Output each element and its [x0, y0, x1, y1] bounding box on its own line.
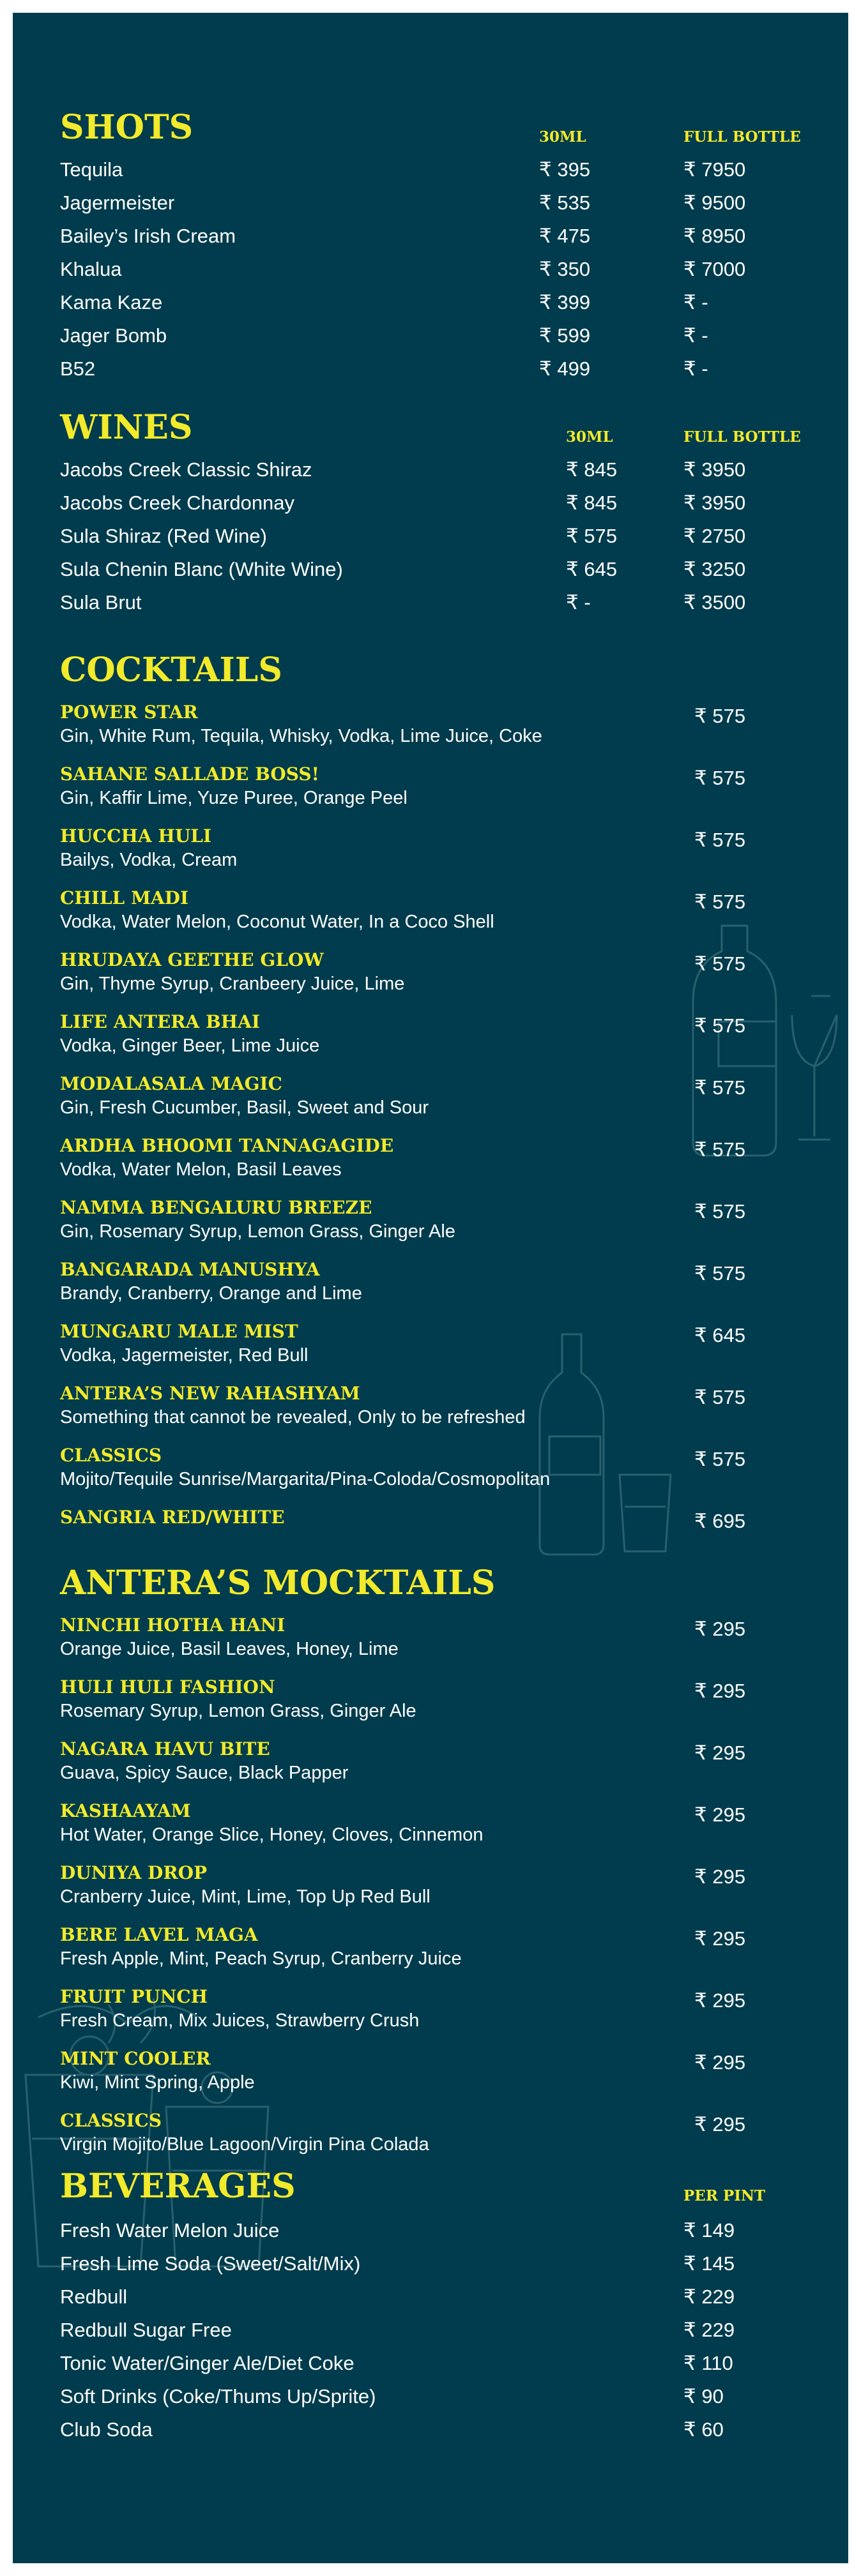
item-description: Gin, Fresh Cucumber, Basil, Sweet and Sour [60, 1097, 429, 1118]
price-full-bottle: ₹ 3500 [683, 591, 746, 614]
price-30ml: ₹ 575 [566, 525, 618, 547]
mocktail-item [60, 1676, 827, 1733]
item-name: Khalua [60, 258, 122, 280]
shots-row [60, 323, 827, 356]
price-30ml: ₹ 845 [566, 458, 618, 481]
cocktail-item [60, 1320, 827, 1378]
mocktail-item [60, 2109, 827, 2167]
mocktail-item [60, 1985, 827, 2043]
item-price: ₹ 575 [694, 1448, 746, 1470]
item-name: Fresh Water Melon Juice [60, 2219, 280, 2241]
item-price: ₹ 110 [683, 2352, 733, 2374]
item-name: Sula Brut [60, 591, 142, 614]
wines-row [60, 557, 827, 590]
item-description: Gin, Thyme Syrup, Cranbeery Juice, Lime [60, 974, 405, 994]
item-price: ₹ 229 [683, 2319, 735, 2341]
wines-row [60, 523, 827, 557]
price-full-bottle: ₹ 3950 [683, 492, 746, 514]
price-full-bottle: ₹ 8950 [683, 225, 746, 247]
item-price: ₹ 149 [683, 2219, 735, 2241]
item-name: NAMMA BENGALURU BREEZE [60, 1197, 372, 1218]
cocktail-item [60, 1196, 827, 1254]
cocktails-title: COCKTAILS [60, 651, 282, 689]
price-full-bottle: ₹ - [683, 358, 708, 380]
item-description: Kiwi, Mint Spring, Apple [60, 2072, 255, 2093]
item-name: MINT COOLER [60, 2048, 211, 2069]
item-description: Fresh Cream, Mix Juices, Strawberry Crush [60, 2010, 420, 2031]
item-price: ₹ 295 [694, 1865, 746, 1888]
item-description: Gin, Kaffir Lime, Yuze Puree, Orange Peel [60, 788, 408, 808]
item-name: ANTERA’S NEW RAHASHYAM [60, 1383, 360, 1404]
item-name: Tequila [60, 158, 123, 181]
beverages-title: BEVERAGES [60, 2167, 296, 2206]
item-price: ₹ 295 [694, 1927, 746, 1950]
item-name: HRUDAYA GEETHE GLOW [60, 949, 324, 970]
item-description: Rosemary Syrup, Lemon Grass, Ginger Ale [60, 1701, 416, 1721]
price-full-bottle: ₹ 3250 [683, 558, 746, 580]
price-30ml: ₹ 399 [539, 291, 591, 313]
beverages-per-pint-header: PER PINT [683, 2187, 766, 2204]
item-price: ₹ 295 [694, 1618, 746, 1640]
shots-title: SHOTS [60, 108, 194, 147]
shots-30ml-header: 30ML [539, 128, 586, 146]
item-price: ₹ 295 [694, 1804, 746, 1826]
item-price: ₹ 575 [694, 1200, 746, 1223]
wines-title: WINES [60, 408, 193, 447]
item-price: ₹ 575 [694, 829, 746, 851]
shots-row [60, 257, 827, 290]
item-price: ₹ 295 [694, 1989, 746, 2012]
item-name: BERE LAVEL MAGA [60, 1924, 258, 1945]
wines-30ml-header: 30ML [566, 428, 613, 446]
mocktails-title: ANTERA’S MOCKTAILS [60, 1563, 496, 1602]
item-name: NINCHI HOTHA HANI [60, 1615, 286, 1636]
mocktail-item [60, 1924, 827, 1981]
price-30ml: ₹ - [566, 591, 591, 614]
item-price: ₹ 575 [694, 1138, 746, 1161]
cocktail-item [60, 763, 827, 820]
wines-row [60, 490, 827, 523]
item-name: DUNIYA DROP [60, 1862, 208, 1883]
cocktail-item [60, 701, 827, 758]
price-full-bottle: ₹ 2750 [683, 525, 746, 547]
item-price: ₹ 575 [694, 953, 746, 975]
cocktail-item [60, 1382, 827, 1440]
item-price: ₹ 229 [683, 2286, 735, 2308]
beverage-row [60, 2351, 827, 2384]
beverage-row [60, 2417, 827, 2450]
beverage-row [60, 2251, 827, 2284]
item-name: SAHANE SALLADE BOSS! [60, 764, 319, 785]
item-price: ₹ 575 [694, 891, 746, 913]
item-name: MODALASALA MAGIC [60, 1073, 282, 1094]
item-description: Fresh Apple, Mint, Peach Syrup, Cranberry Juice [60, 1948, 462, 1969]
cocktail-item [60, 1134, 827, 1192]
item-name: CHILL MADI [60, 887, 189, 908]
wines-row [60, 590, 827, 623]
item-price: ₹ 645 [694, 1324, 746, 1346]
item-name: Fresh Lime Soda (Sweet/Salt/Mix) [60, 2252, 361, 2275]
item-price: ₹ 295 [694, 2113, 746, 2135]
item-name: CLASSICS [60, 2110, 162, 2131]
shots-row [60, 157, 827, 190]
item-name: Redbull [60, 2286, 128, 2308]
item-price: ₹ 575 [694, 1076, 746, 1099]
price-full-bottle: ₹ - [683, 324, 708, 347]
item-name: Bailey’s Irish Cream [60, 225, 236, 247]
item-description: Virgin Mojito/Blue Lagoon/Virgin Pina Colada [60, 2134, 429, 2155]
item-price: ₹ 295 [694, 1680, 746, 1702]
price-30ml: ₹ 350 [539, 258, 591, 280]
item-description: Bailys, Vodka, Cream [60, 850, 238, 870]
item-description: Vodka, Jagermeister, Red Bull [60, 1345, 309, 1366]
item-name: FRUIT PUNCH [60, 1986, 208, 2007]
cocktail-item [60, 825, 827, 882]
shots-row [60, 290, 827, 323]
item-price: ₹ 295 [694, 1742, 746, 1764]
beverage-row [60, 2218, 827, 2251]
item-price: ₹ 575 [694, 767, 746, 789]
mocktail-item [60, 2047, 827, 2105]
item-name: Sula Shiraz (Red Wine) [60, 525, 267, 547]
item-name: Tonic Water/Ginger Ale/Diet Coke [60, 2352, 354, 2374]
price-30ml: ₹ 645 [566, 558, 618, 580]
item-description: Cranberry Juice, Mint, Lime, Top Up Red Bull [60, 1887, 430, 1907]
item-description: Something that cannot be revealed, Only to be refreshed [60, 1407, 526, 1427]
item-price: ₹ 145 [683, 2252, 735, 2275]
cocktail-item [60, 1011, 827, 1068]
item-price: ₹ 295 [694, 2051, 746, 2074]
shots-row [60, 223, 827, 257]
price-30ml: ₹ 499 [539, 358, 591, 380]
price-30ml: ₹ 535 [539, 192, 591, 214]
item-description: Vodka, Water Melon, Basil Leaves [60, 1159, 342, 1180]
beverage-row [60, 2384, 827, 2417]
item-price: ₹ 575 [694, 705, 746, 727]
mocktail-item [60, 1738, 827, 1795]
mocktail-item [60, 1862, 827, 1919]
item-price: ₹ 575 [694, 1014, 746, 1037]
shots-full-bottle-header: FULL BOTTLE [683, 128, 801, 146]
item-price: ₹ 90 [683, 2385, 724, 2407]
price-30ml: ₹ 845 [566, 492, 618, 514]
item-price: ₹ 575 [694, 1386, 746, 1408]
price-30ml: ₹ 599 [539, 324, 591, 347]
cocktail-item [60, 949, 827, 1006]
item-price: ₹ 695 [694, 1510, 746, 1532]
item-name: Jagermeister [60, 192, 175, 214]
mocktail-item [60, 1614, 827, 1671]
price-full-bottle: ₹ 9500 [683, 192, 746, 214]
item-description: Brandy, Cranberry, Orange and Lime [60, 1283, 362, 1304]
item-name: Club Soda [60, 2418, 153, 2441]
item-description: Vodka, Water Melon, Coconut Water, In a Coco Shell [60, 912, 494, 932]
item-name: KASHAAYAM [60, 1800, 191, 1821]
item-name: Soft Drinks (Coke/Thums Up/Sprite) [60, 2385, 376, 2407]
shots-row [60, 190, 827, 223]
cocktail-item [60, 887, 827, 944]
item-name: B52 [60, 358, 96, 380]
item-name: CLASSICS [60, 1445, 162, 1466]
item-price: ₹ 575 [694, 1262, 746, 1284]
cocktail-item [60, 1258, 827, 1316]
item-name: Jacobs Creek Classic Shiraz [60, 458, 312, 481]
mocktail-item [60, 1800, 827, 1857]
item-name: Redbull Sugar Free [60, 2319, 232, 2341]
item-name: HUCCHA HULI [60, 825, 212, 847]
item-description: Gin, Rosemary Syrup, Lemon Grass, Ginger Ale [60, 1221, 455, 1242]
item-description: Mojito/Tequile Sunrise/Margarita/Pina-Coloda/Cosmopolitan [60, 1469, 551, 1489]
item-name: Kama Kaze [60, 291, 163, 313]
item-name: HULI HULI FASHION [60, 1676, 275, 1698]
price-full-bottle: ₹ - [683, 291, 708, 313]
item-description: Orange Juice, Basil Leaves, Honey, Lime [60, 1639, 399, 1659]
item-name: SANGRIA RED/WHITE [60, 1507, 285, 1528]
cocktail-item [60, 1073, 827, 1130]
price-30ml: ₹ 395 [539, 158, 591, 181]
wines-full-bottle-header: FULL BOTTLE [683, 428, 801, 446]
beverage-row [60, 2317, 827, 2351]
item-description: Guava, Spicy Sauce, Black Papper [60, 1763, 349, 1783]
item-name: Jacobs Creek Chardonnay [60, 492, 295, 514]
menu-page [13, 13, 848, 2563]
item-name: NAGARA HAVU BITE [60, 1738, 270, 1759]
item-name: LIFE ANTERA BHAI [60, 1011, 260, 1032]
price-full-bottle: ₹ 7000 [683, 258, 746, 280]
item-name: BANGARADA MANUSHYA [60, 1259, 320, 1280]
price-full-bottle: ₹ 3950 [683, 458, 746, 481]
item-description: Vodka, Ginger Beer, Lime Juice [60, 1036, 320, 1056]
item-price: ₹ 60 [683, 2418, 724, 2441]
item-name: Sula Chenin Blanc (White Wine) [60, 558, 343, 580]
item-name: MUNGARU MALE MIST [60, 1321, 298, 1342]
shots-row [60, 356, 827, 389]
item-description: Gin, White Rum, Tequila, Whisky, Vodka, Lime Juice, Coke [60, 726, 542, 746]
wines-row [60, 457, 827, 490]
cocktail-item [60, 1444, 827, 1502]
beverage-row [60, 2284, 827, 2317]
item-name: POWER STAR [60, 702, 198, 723]
item-name: Jager Bomb [60, 324, 167, 347]
item-name: ARDHA BHOOMI TANNAGAGIDE [60, 1135, 394, 1156]
price-30ml: ₹ 475 [539, 225, 591, 247]
price-full-bottle: ₹ 7950 [683, 158, 746, 181]
item-description: Hot Water, Orange Slice, Honey, Cloves, Cinnemon [60, 1825, 484, 1845]
cocktail-item [60, 1506, 827, 1563]
